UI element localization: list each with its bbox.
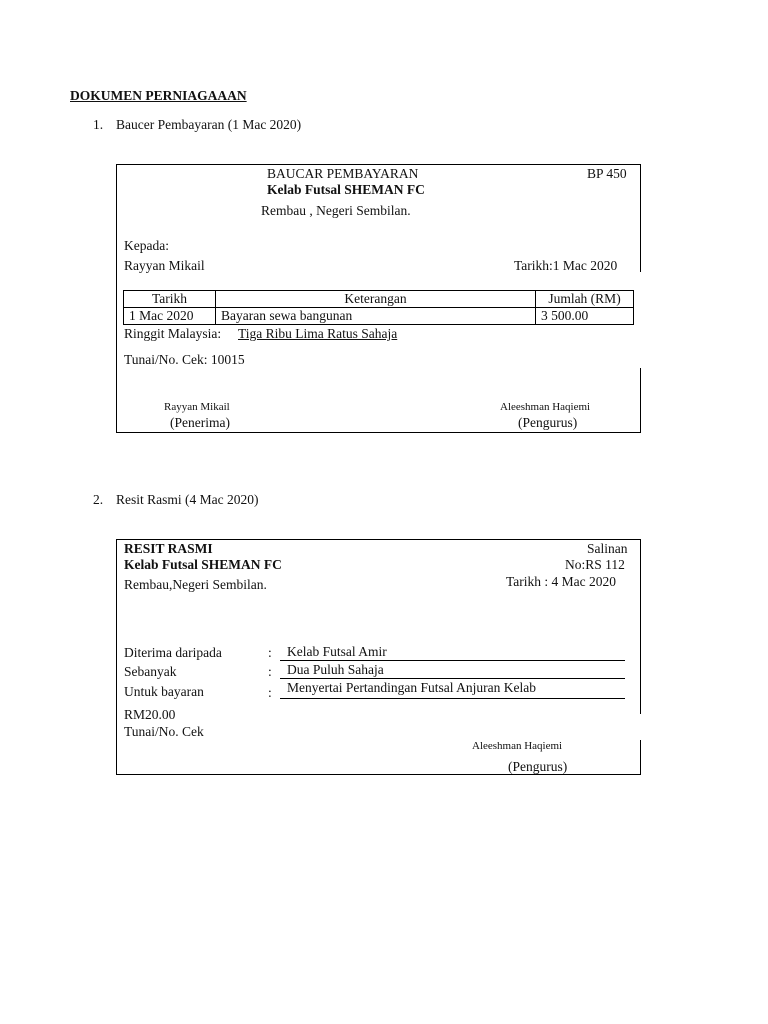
header-cell-amount: Jumlah (RM): [536, 291, 634, 308]
voucher-table-header: [124, 291, 634, 308]
row-cell-date: 1 Mac 2020: [124, 308, 216, 325]
voucher-to-name: Rayyan Mikail: [124, 258, 205, 273]
voucher-manager-signature: Aleeshman Haqiemi: [500, 401, 591, 413]
voucher-club: Kelab Futsal SHEMAN FC: [267, 182, 425, 197]
voucher-table-row: [124, 308, 634, 325]
voucher-table: [123, 290, 634, 325]
voucher-title: BAUCAR PEMBAYARAN: [267, 166, 419, 181]
receipt-amount-value: Dua Puluh Sahaja: [287, 662, 384, 677]
document-heading: DOKUMEN PERNIAGAAAN: [70, 88, 247, 103]
voucher-address: Rembau , Negeri Sembilan.: [261, 203, 411, 218]
receipt-purpose-label: Untuk bayaran: [124, 684, 204, 699]
receipt-manager-role: (Pengurus): [508, 759, 568, 774]
row-cell-amount: 3 500.00: [536, 308, 634, 325]
receipt-date: Tarikh : 4 Mac 2020: [506, 574, 617, 589]
voucher-ringgit-value: Tiga Ribu Lima Ratus Sahaja: [238, 326, 398, 341]
receipt-received-line: [280, 660, 625, 661]
receipt-total: RM20.00: [124, 707, 176, 722]
item2-title: Resit Rasmi (4 Mac 2020): [116, 492, 259, 507]
receipt-purpose-colon: :: [268, 685, 272, 700]
voucher-date: Tarikh:1 Mac 2020: [514, 258, 618, 273]
header-cell-description: Keterangan: [216, 291, 536, 308]
receipt-purpose-line: [280, 698, 625, 699]
item2-number: 2.: [93, 492, 104, 507]
receipt-copy-label: Salinan: [587, 541, 628, 556]
voucher-ringgit-label: Ringgit Malaysia:: [124, 326, 222, 341]
receipt-received-label: Diterima daripada: [124, 645, 222, 660]
voucher-manager-role: (Pengurus): [518, 415, 578, 430]
receipt-purpose-value: Menyertai Pertandingan Futsal Anjuran Kelab: [287, 680, 536, 695]
receipt-manager-signature: Aleeshman Haqiemi: [472, 740, 563, 752]
receipt-club: Kelab Futsal SHEMAN FC: [124, 557, 282, 572]
receipt-right-border-bottom: [640, 740, 641, 775]
receipt-cash: Tunai/No. Cek: [124, 724, 204, 739]
voucher-recipient-signature: Rayyan Mikail: [164, 401, 230, 413]
item1-number: 1.: [93, 117, 104, 132]
receipt-title: RESIT RASMI: [124, 541, 213, 556]
voucher-recipient-role: (Penerima): [170, 415, 230, 430]
receipt-amount-line: [280, 678, 625, 679]
voucher-number: BP 450: [587, 166, 627, 181]
voucher-cash: Tunai/No. Cek: 10015: [124, 352, 245, 367]
receipt-address: Rembau,Negeri Sembilan.: [124, 577, 267, 592]
receipt-right-border-top: [640, 539, 641, 714]
item1-title: Baucer Pembayaran (1 Mac 2020): [116, 117, 302, 132]
voucher-right-border-bottom: [640, 368, 641, 433]
receipt-received-value: Kelab Futsal Amir: [287, 644, 387, 659]
receipt-amount-colon: :: [268, 664, 272, 679]
receipt-received-colon: :: [268, 645, 272, 660]
receipt-amount-label: Sebanyak: [124, 664, 177, 679]
voucher-to-label: Kepada:: [124, 238, 169, 253]
receipt-number: No:RS 112: [565, 557, 625, 572]
header-cell-date: Tarikh: [124, 291, 216, 308]
row-cell-description: Bayaran sewa bangunan: [216, 308, 536, 325]
voucher-right-border-top: [640, 164, 641, 272]
